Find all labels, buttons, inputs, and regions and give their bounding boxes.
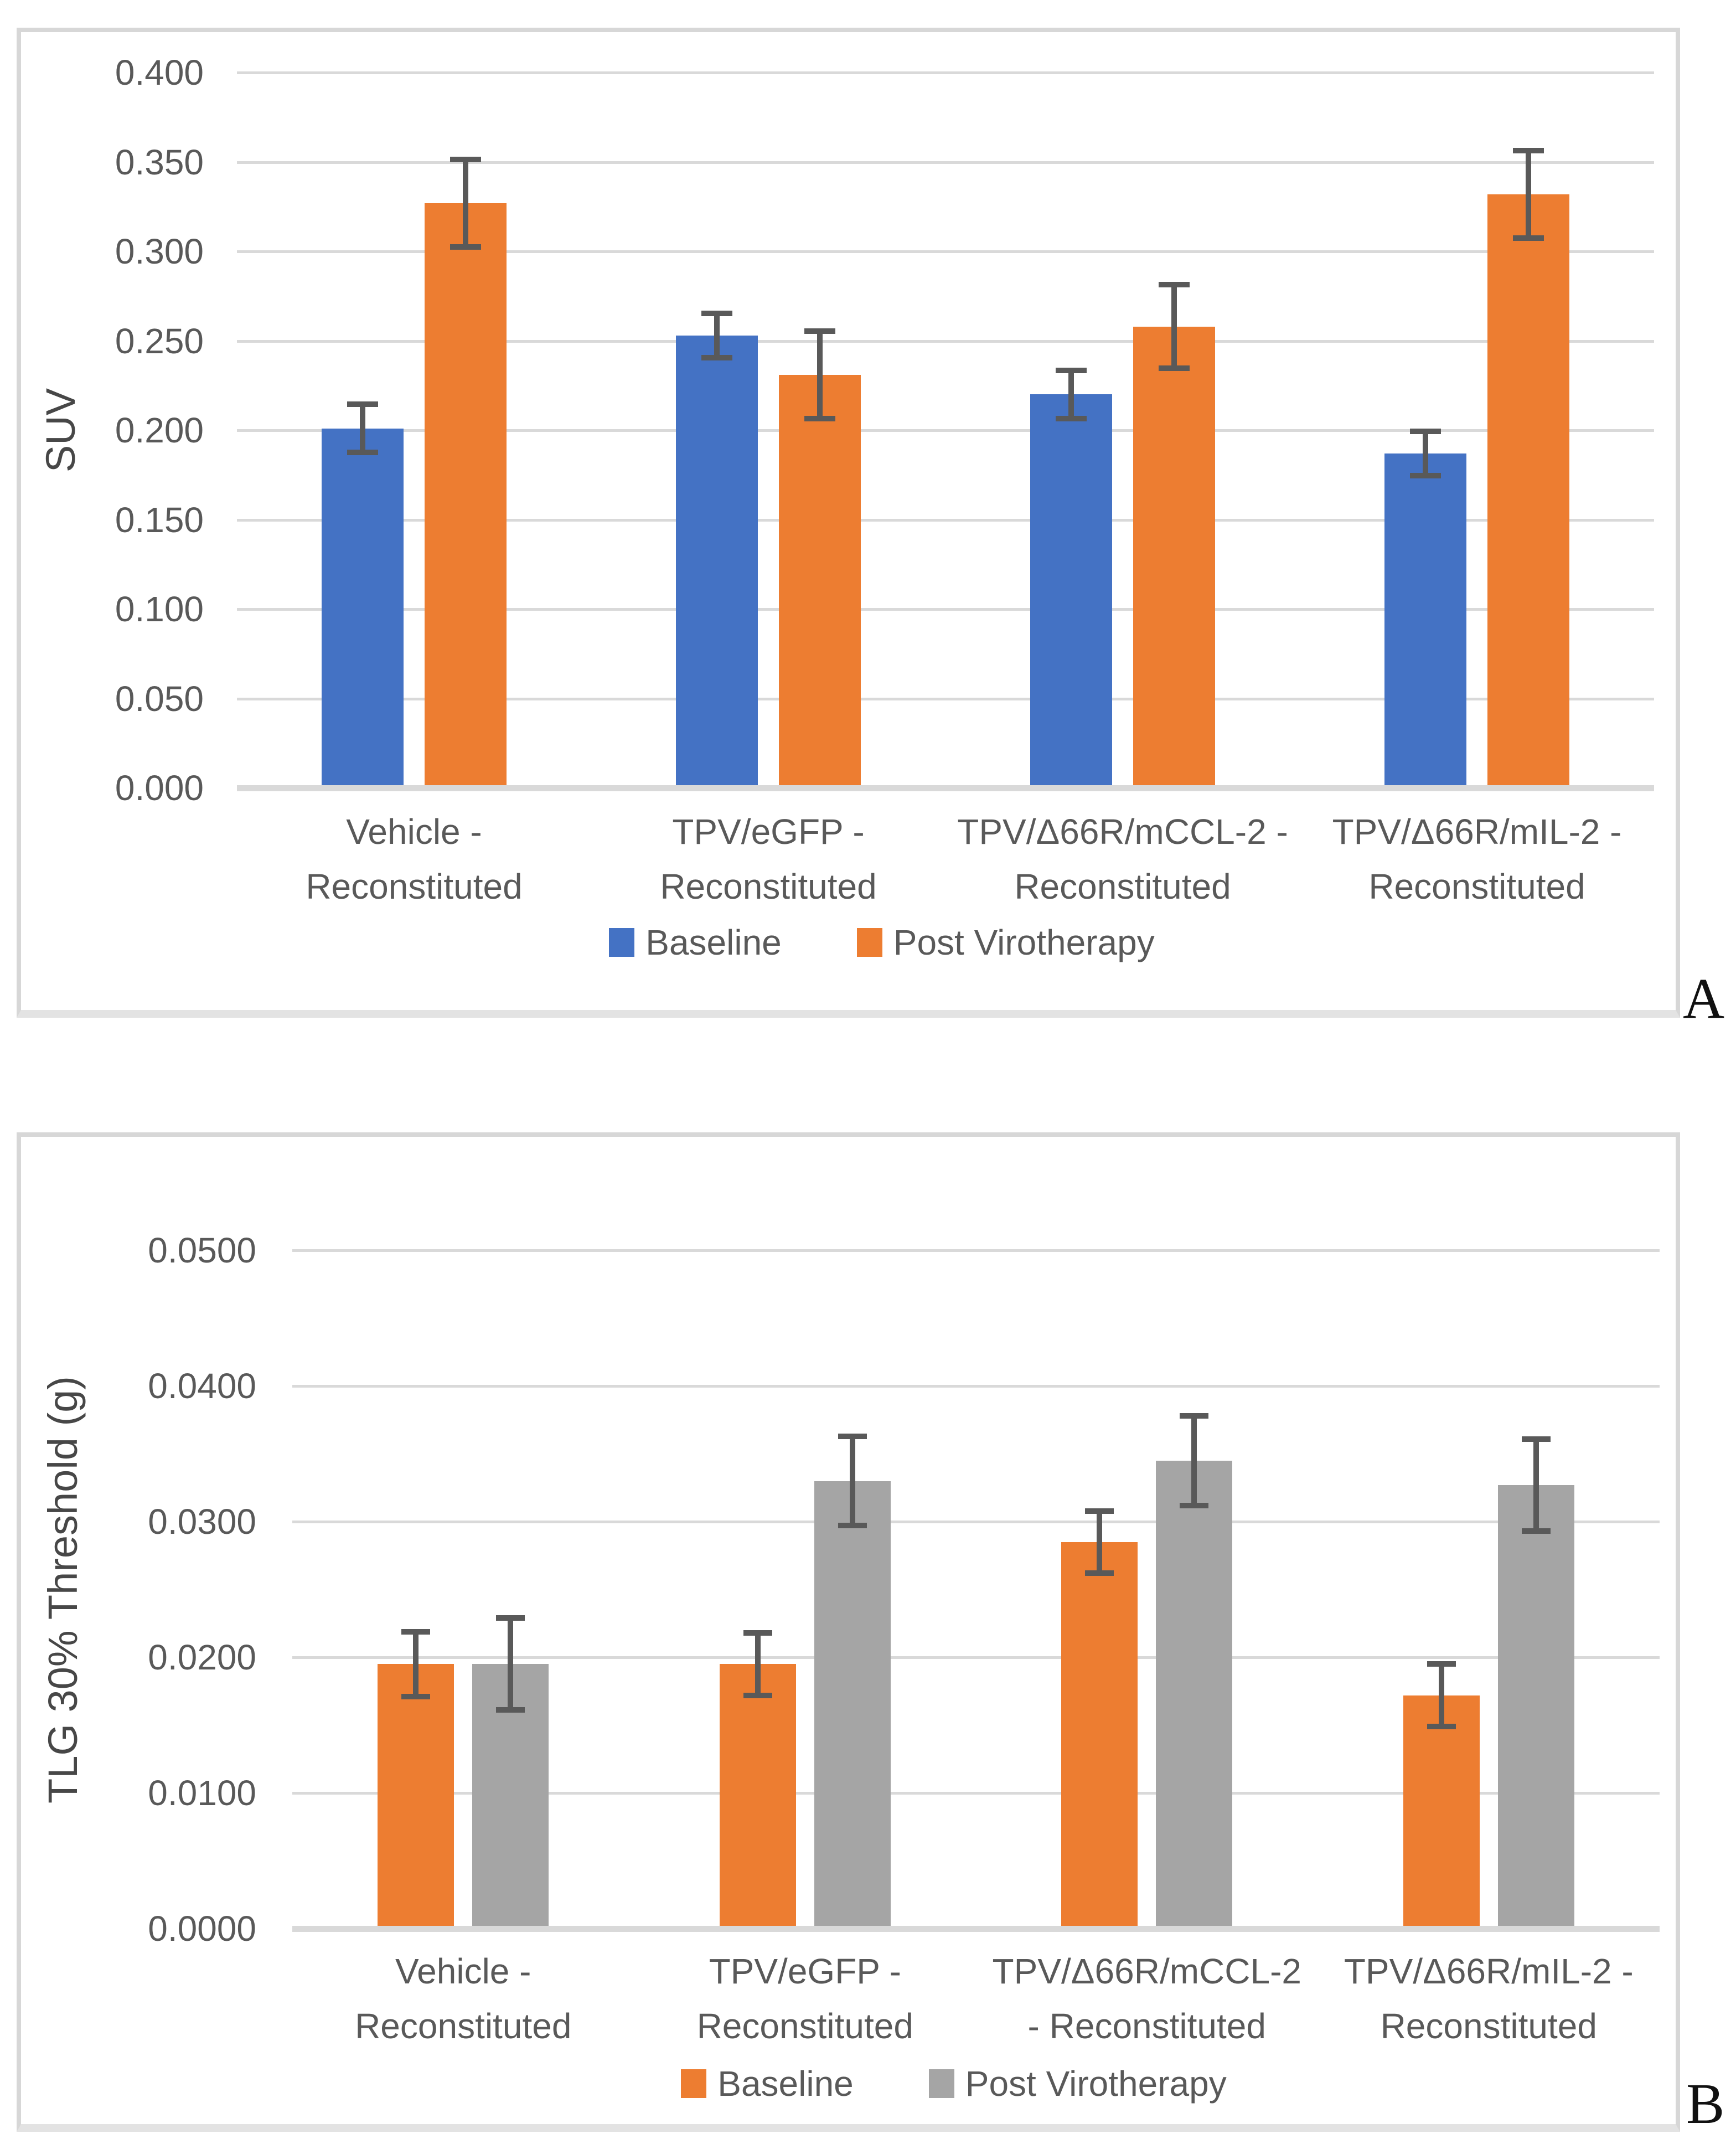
legend-swatch-icon	[681, 2069, 706, 2098]
category-label	[591, 805, 946, 914]
error-bar-bottom-cap	[1410, 473, 1441, 478]
error-bar	[1522, 1436, 1551, 1534]
category-label-line: Reconstituted	[1014, 867, 1231, 907]
category-label-line: Vehicle -	[395, 1951, 531, 1991]
panel-letter-a: A	[1683, 967, 1725, 1030]
error-bar-bottom-cap	[347, 450, 378, 455]
bar-post-virotherapy	[779, 375, 861, 785]
legend-label: Post Virotherapy	[965, 2064, 1227, 2104]
legend-label: Post Virotherapy	[893, 922, 1155, 962]
legend-swatch-icon	[609, 928, 634, 957]
x-axis-category-labels	[292, 1944, 1660, 2054]
legend	[270, 2064, 1637, 2104]
y-tick-label: 0.350	[115, 142, 204, 182]
x-axis-category-labels	[237, 805, 1654, 914]
bar-baseline	[378, 1664, 454, 1926]
error-bar-line	[463, 157, 468, 250]
error-bar	[1159, 282, 1190, 372]
error-bar-bottom-cap	[1085, 1570, 1114, 1576]
error-bar	[1427, 1661, 1456, 1729]
error-bar-bottom-cap	[401, 1694, 430, 1699]
error-bar-bottom-cap	[1522, 1528, 1551, 1534]
error-bar-bottom-cap	[1159, 365, 1190, 371]
category-label-line: TPV/Δ66R/mIL-2 -	[1332, 812, 1622, 852]
legend-item	[609, 922, 782, 962]
gridline	[237, 71, 1654, 74]
error-bar-line	[1533, 1436, 1539, 1534]
error-bar-bottom-cap	[450, 244, 481, 250]
legend-label: Baseline	[645, 922, 782, 962]
category-label	[292, 1944, 634, 2054]
error-bar	[401, 1629, 430, 1699]
legend-item	[681, 2064, 854, 2104]
bar-post-virotherapy	[1133, 327, 1215, 785]
error-bar	[1513, 148, 1544, 241]
category-label-line: Reconstituted	[660, 867, 877, 907]
error-bar-line	[360, 401, 365, 455]
error-bar-line	[1068, 368, 1074, 421]
x-axis-line	[237, 785, 1654, 791]
category-label-line: TPV/Δ66R/mIL-2 -	[1344, 1951, 1634, 1991]
category-label	[237, 805, 591, 914]
category-label-line: Reconstituted	[1368, 867, 1585, 907]
category-label-line: - Reconstituted	[1027, 2006, 1266, 2047]
category-label-line: TPV/Δ66R/mCCL-2 -	[957, 812, 1288, 852]
bar-baseline	[1403, 1695, 1480, 1926]
error-bar-line	[817, 328, 823, 421]
error-bar-line	[850, 1434, 855, 1529]
error-bar-line	[755, 1630, 761, 1698]
y-axis-title-tlg: TLG 30% Threshold (g)	[40, 1375, 86, 1803]
bar-post-virotherapy	[1156, 1461, 1232, 1926]
bar-baseline	[720, 1664, 796, 1926]
gridline	[237, 161, 1654, 164]
gridline	[292, 1521, 1660, 1523]
legend-swatch-icon	[929, 2069, 954, 2098]
category-label	[634, 1944, 976, 2054]
y-tick-label: 0.0400	[148, 1366, 256, 1406]
category-label	[946, 805, 1300, 914]
category-label-line: Reconstituted	[1380, 2006, 1597, 2047]
error-bar	[450, 157, 481, 250]
y-axis-title-suv: SUV	[38, 388, 84, 473]
category-label-line: Vehicle -	[346, 812, 482, 852]
panel-a-suv-chart	[17, 28, 1680, 1018]
category-label	[1300, 805, 1654, 914]
error-bar-line	[1439, 1661, 1444, 1729]
category-label-line: Reconstituted	[306, 867, 523, 907]
panel-b-tlg-chart	[17, 1132, 1680, 2132]
error-bar	[804, 328, 835, 421]
gridline	[292, 1385, 1660, 1388]
legend-label: Baseline	[717, 2064, 854, 2104]
legend-item	[857, 922, 1155, 962]
category-label-line: TPV/Δ66R/mCCL-2	[992, 1951, 1301, 1991]
y-tick-label: 0.050	[115, 678, 204, 719]
error-bar-bottom-cap	[838, 1523, 867, 1528]
category-label-line: TPV/eGFP -	[709, 1951, 901, 1991]
y-tick-label: 0.0500	[148, 1230, 256, 1270]
category-label	[1318, 1944, 1660, 2054]
legend-item	[929, 2064, 1227, 2104]
error-bar-line	[714, 311, 720, 360]
y-tick-label: 0.300	[115, 231, 204, 271]
error-bar-line	[1171, 282, 1177, 372]
error-bar	[743, 1630, 772, 1698]
error-bar	[347, 401, 378, 455]
error-bar-line	[1423, 429, 1428, 478]
error-bar-bottom-cap	[1180, 1503, 1208, 1508]
error-bar-bottom-cap	[496, 1707, 525, 1713]
error-bar-line	[1097, 1508, 1102, 1576]
error-bar-bottom-cap	[1056, 416, 1087, 421]
bar-baseline	[676, 336, 758, 785]
error-bar-bottom-cap	[804, 416, 835, 421]
error-bar-bottom-cap	[1513, 235, 1544, 241]
error-bar	[1180, 1413, 1208, 1508]
bar-post-virotherapy	[1498, 1485, 1574, 1926]
y-tick-label: 0.150	[115, 499, 204, 540]
y-tick-label: 0.000	[115, 768, 204, 808]
legend	[173, 922, 1590, 962]
error-bar-line	[1191, 1413, 1197, 1508]
error-bar-line	[1526, 148, 1531, 241]
error-bar-bottom-cap	[743, 1693, 772, 1698]
bar-baseline	[1384, 453, 1466, 785]
category-label-line: TPV/eGFP -	[672, 812, 865, 852]
legend-swatch-icon	[857, 928, 882, 957]
category-label-line: Reconstituted	[355, 2006, 572, 2047]
y-tick-label: 0.0300	[148, 1502, 256, 1542]
bar-baseline	[1061, 1542, 1138, 1926]
y-tick-label: 0.200	[115, 410, 204, 450]
category-label-line: Reconstituted	[696, 2006, 913, 2047]
bar-post-virotherapy	[1487, 194, 1569, 785]
gridline	[292, 1249, 1660, 1252]
error-bar	[1410, 429, 1441, 478]
bar-post-virotherapy	[425, 203, 507, 785]
y-tick-label: 0.0100	[148, 1773, 256, 1813]
y-tick-label: 0.250	[115, 321, 204, 361]
error-bar-line	[508, 1615, 513, 1713]
bar-baseline	[1030, 394, 1112, 785]
error-bar	[1056, 368, 1087, 421]
error-bar	[838, 1434, 867, 1529]
error-bar	[701, 311, 732, 360]
error-bar	[1085, 1508, 1114, 1576]
category-label	[976, 1944, 1318, 2054]
error-bar-line	[413, 1629, 418, 1699]
error-bar	[496, 1615, 525, 1713]
bar-baseline	[322, 429, 404, 785]
y-tick-label: 0.100	[115, 589, 204, 629]
error-bar-bottom-cap	[701, 355, 732, 360]
y-tick-label: 0.400	[115, 53, 204, 92]
error-bar-bottom-cap	[1427, 1724, 1456, 1729]
bar-post-virotherapy	[814, 1481, 891, 1926]
y-tick-label: 0.0200	[148, 1637, 256, 1677]
panel-letter-b: B	[1686, 2072, 1725, 2136]
y-tick-label: 0.0000	[148, 1909, 256, 1949]
x-axis-line	[292, 1926, 1660, 1932]
